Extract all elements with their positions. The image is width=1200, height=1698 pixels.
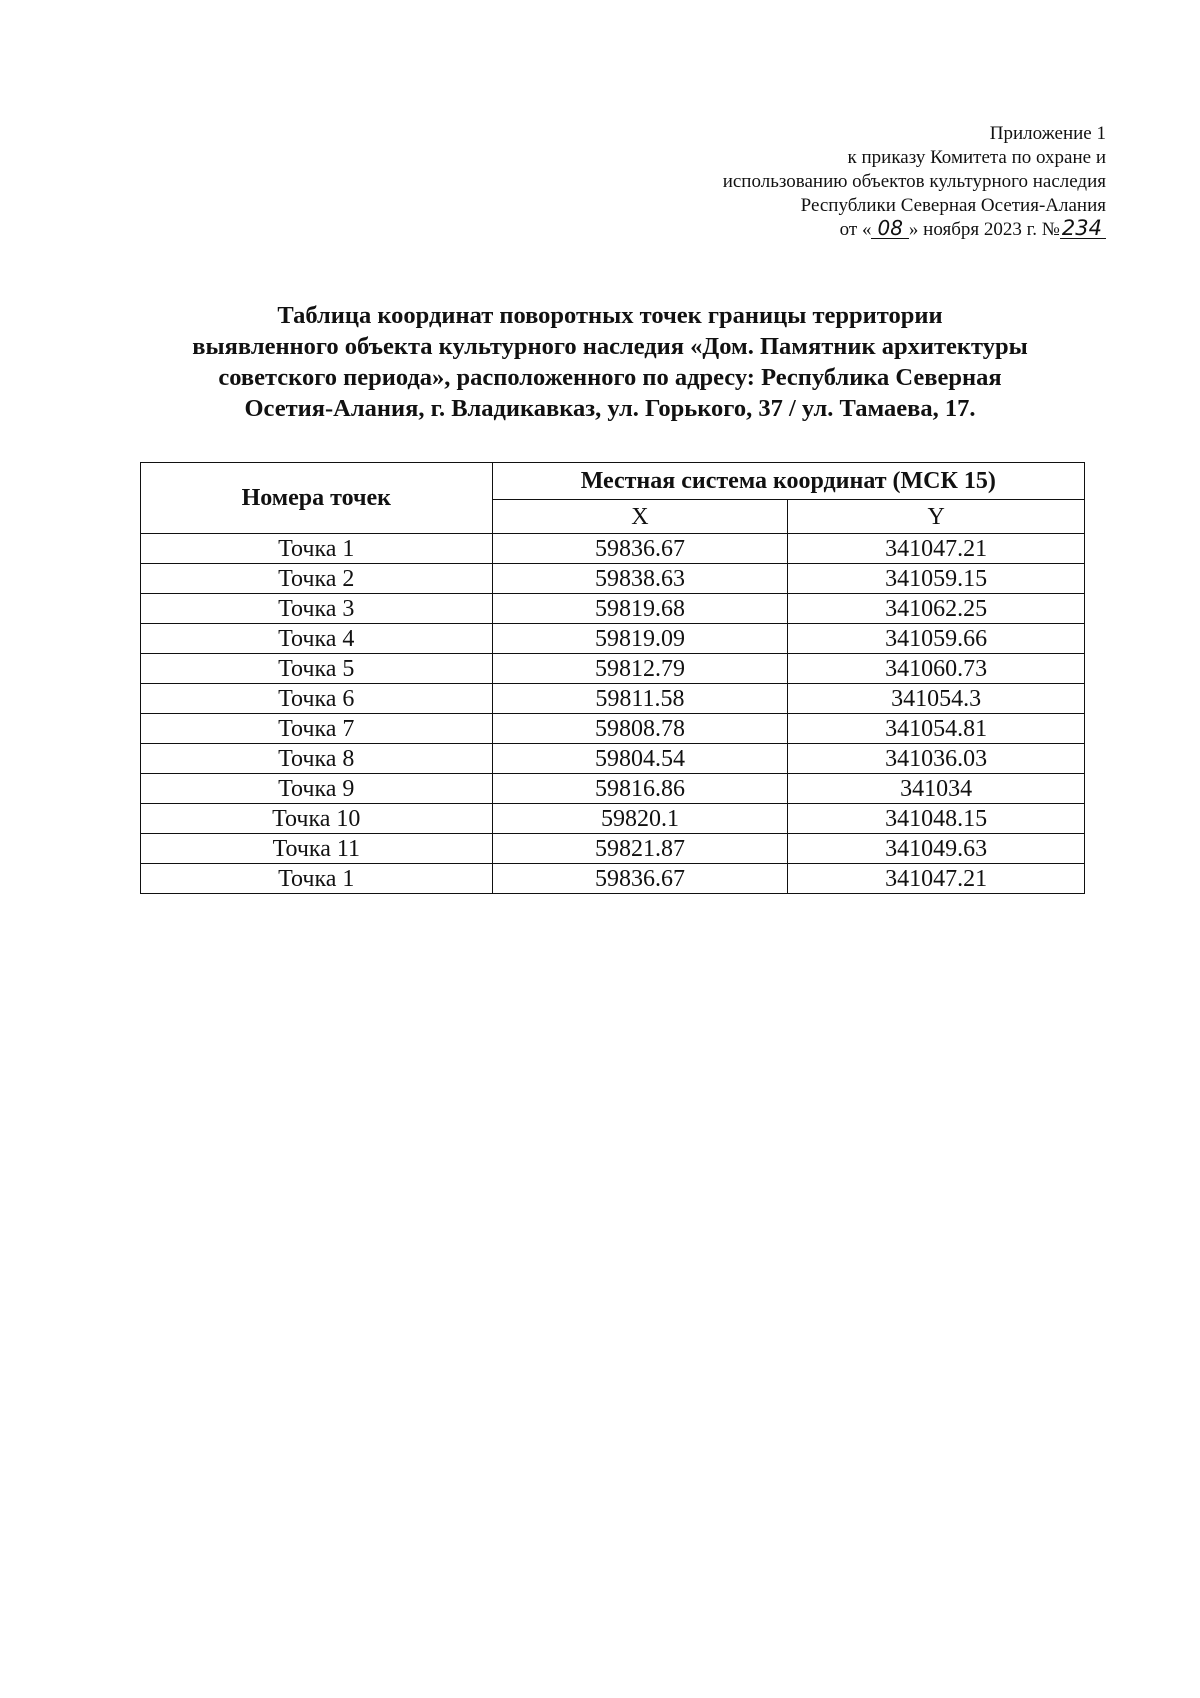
- y-cell: 341036.03: [788, 744, 1085, 774]
- x-cell: 59812.79: [492, 654, 788, 684]
- table-row: [141, 654, 1085, 684]
- x-cell: 59816.86: [492, 774, 788, 804]
- x-cell: 59838.63: [492, 564, 788, 594]
- point-cell: Точка 1: [141, 864, 493, 894]
- table-row: [141, 804, 1085, 834]
- table-row: [141, 594, 1085, 624]
- document-title: [130, 300, 1090, 424]
- table-row: [141, 534, 1085, 564]
- point-cell: Точка 10: [141, 804, 493, 834]
- x-cell: 59804.54: [492, 744, 788, 774]
- header-point-numbers: Номера точек: [141, 463, 493, 534]
- title-line: Таблица координат поворотных точек границы территории: [277, 302, 943, 329]
- table-row: [141, 714, 1085, 744]
- y-cell: 341047.21: [788, 864, 1085, 894]
- table-row: [141, 624, 1085, 654]
- y-cell: 341034: [788, 774, 1085, 804]
- appendix-line: Республики Северная Осетия-Алания: [800, 195, 1106, 216]
- point-cell: Точка 8: [141, 744, 493, 774]
- date-middle: » ноября 2023 г. №: [908, 219, 1060, 240]
- x-cell: 59836.67: [492, 534, 788, 564]
- point-cell: Точка 4: [141, 624, 493, 654]
- handwritten-order-number: 234: [1060, 218, 1106, 239]
- y-cell: 341059.15: [788, 564, 1085, 594]
- title-line: выявленного объекта культурного наследия «Дом. Памятник архитектуры: [192, 333, 1028, 360]
- point-cell: Точка 7: [141, 714, 493, 744]
- table-row: [141, 564, 1085, 594]
- x-cell: 59819.68: [492, 594, 788, 624]
- y-cell: 341049.63: [788, 834, 1085, 864]
- point-cell: Точка 9: [141, 774, 493, 804]
- point-cell: Точка 3: [141, 594, 493, 624]
- appendix-header: [546, 122, 1106, 242]
- table-row: [141, 834, 1085, 864]
- appendix-date-line: [546, 218, 1106, 242]
- appendix-line: Приложение 1: [989, 123, 1106, 144]
- y-cell: 341059.66: [788, 624, 1085, 654]
- coordinates-table: [140, 462, 1085, 894]
- header-x: X: [492, 500, 788, 534]
- title-line: советского периода», расположенного по адресу: Республика Северная: [218, 364, 1002, 391]
- title-line: Осетия-Алания, г. Владикавказ, ул. Горького, 37 / ул. Тамаева, 17.: [244, 395, 976, 422]
- x-cell: 59811.58: [492, 684, 788, 714]
- y-cell: 341060.73: [788, 654, 1085, 684]
- x-cell: 59808.78: [492, 714, 788, 744]
- y-cell: 341054.81: [788, 714, 1085, 744]
- point-cell: Точка 11: [141, 834, 493, 864]
- date-prefix: от «: [839, 219, 872, 240]
- point-cell: Точка 1: [141, 534, 493, 564]
- x-cell: 59821.87: [492, 834, 788, 864]
- appendix-line: использованию объектов культурного наследия: [722, 171, 1106, 192]
- table-row: [141, 684, 1085, 714]
- y-cell: 341054.3: [788, 684, 1085, 714]
- y-cell: 341048.15: [788, 804, 1085, 834]
- y-cell: 341062.25: [788, 594, 1085, 624]
- handwritten-day: 08: [871, 218, 908, 239]
- point-cell: Точка 2: [141, 564, 493, 594]
- header-coordinate-system: Местная система координат (МСК 15): [492, 463, 1084, 500]
- y-cell: 341047.21: [788, 534, 1085, 564]
- header-y: Y: [788, 500, 1085, 534]
- table-row: [141, 744, 1085, 774]
- table-row: [141, 774, 1085, 804]
- point-cell: Точка 5: [141, 654, 493, 684]
- x-cell: 59819.09: [492, 624, 788, 654]
- point-cell: Точка 6: [141, 684, 493, 714]
- table-row: [141, 864, 1085, 894]
- x-cell: 59836.67: [492, 864, 788, 894]
- appendix-line: к приказу Комитета по охране и: [847, 147, 1106, 168]
- x-cell: 59820.1: [492, 804, 788, 834]
